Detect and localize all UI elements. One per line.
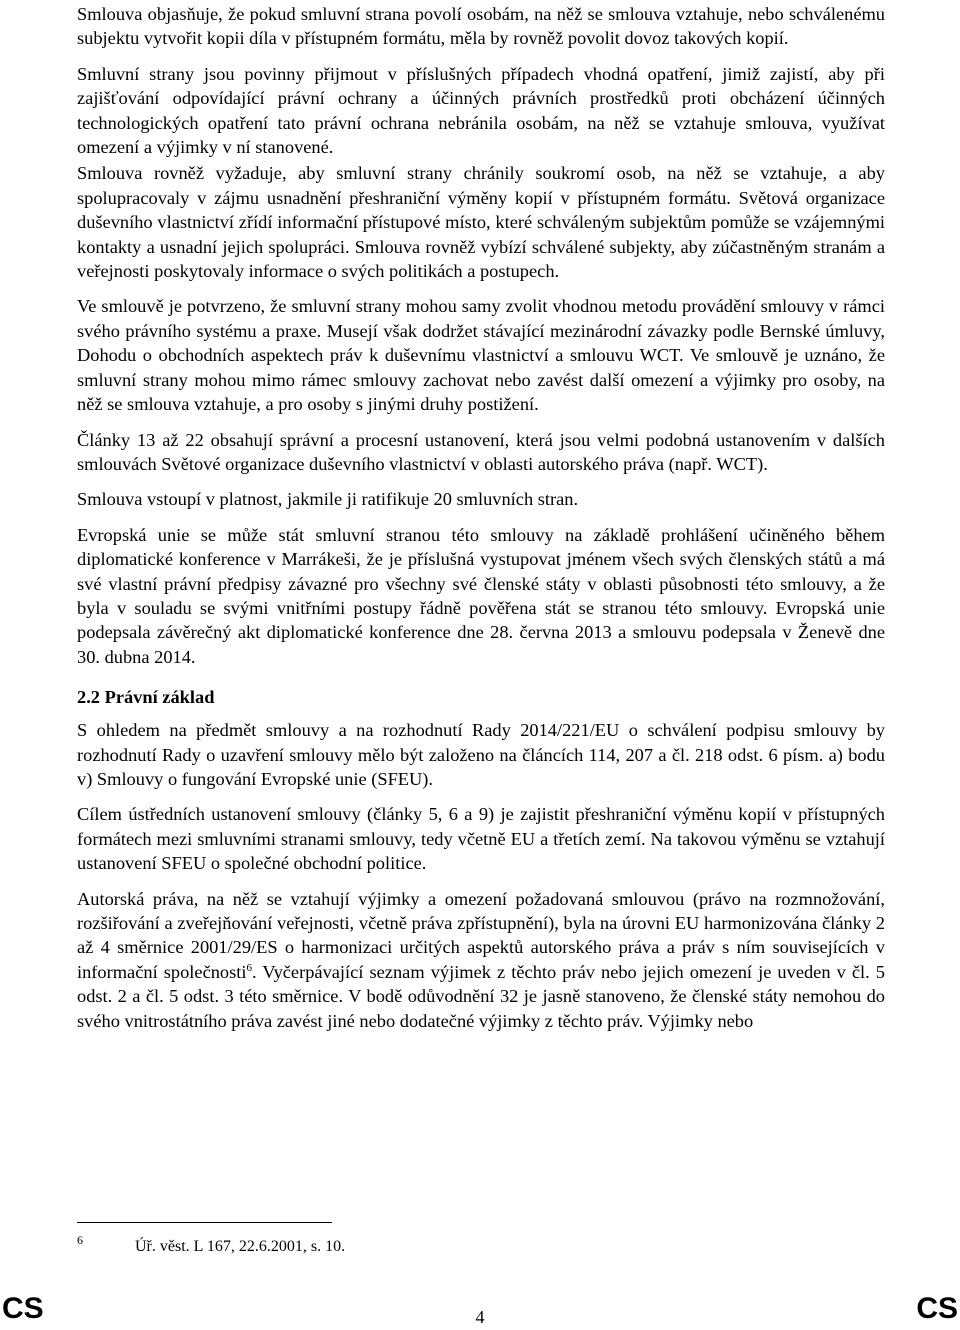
document-body (77, 2, 885, 1044)
page-number: 4 (475, 1307, 485, 1327)
paragraph-legal-basis: S ohledem na předmět smlouvy a na rozhodnutí Rady 2014/221/EU o schválení podpisu smlouvy by rozhodnutí Rady o uzavření smlouvy mělo být založeno na článcích 114, 207 a čl. 218 odst. 6 písm. a) bodu v) Smlouvy o fungování Evropské unie (SFEU). (77, 720, 885, 789)
paragraph-administrative-provisions: Články 13 až 22 obsahují správní a procesní ustanovení, která jsou velmi podobná ustanovením v dalších smlouvách Světové organizace duševního vlastnictví v oblasti autorského práva (např. WCT). (77, 429, 885, 474)
paragraph-eu-party: Evropská unie se může stát smluvní stranou této smlouvy na základě prohlášení učiněného během diplomatické konference v Marrákeši, že je příslušná vystupovat jménem všech svých členských států a má své vlastní právní předpisy závazné pro všechny své členské státy v oblasti působnosti této smlouvy, a že byla v souladu se svými vnitřními postupy řádně pověřena stát se stranou této smlouvy. Evropská unie podepsala závěrečný akt diplomatické konference dne 28. června 2013 a smlouvu podepsala v Ženevě dne 30. dubna 2014. (77, 524, 885, 667)
paragraph-entry-into-force: Smlouva vstoupí v platnost, jakmile ji ratifikuje 20 smluvních stran. (77, 489, 579, 510)
paragraph-implementation: Ve smlouvě je potvrzeno, že smluvní strany mohou samy zvolit vhodnou metodu provádění smlouvy v rámci svého právního systému a praxe. Musejí však dodržet stávající mezinárodní závazky podle Bernské úmluvy, Dohodu o obchodních aspektech práv k duševnímu vlastnictví a smlouvu WCT. Ve smlouvě je uznáno, že smluvní strany mohou mimo rámec smlouvy zachovat nebo zavést další omezení a výjimky pro osoby, na něž se smlouva vztahuje, a pro osoby s jinými druhy postižení. (77, 296, 885, 415)
paragraph-accessible-copies-import: Smlouva objasňuje, že pokud smluvní strana povolí osobám, na něž se smlouva vztahuje, nebo schválenému subjektu vytvořit kopii díla v přístupném formátu, měla by rovněž povolit dovoz takových kopií. (77, 4, 885, 49)
paragraph-privacy-cooperation: Smlouva rovněž vyžaduje, aby smluvní strany chránily soukromí osob, na něž se vztahuje, a aby spolupracovaly v zájmu usnadnění přeshraniční výměny kopií v přístupném formátu. Světová organizace duševního vlastnictví zřídí informační přístupové místo, které schváleným subjektům pomůže se vzájemnými kontakty a usnadní jejich spolupráci. Smlouva rovněž vybízí schválené subjekty, aby zúčastněným stranám a veřejnosti poskytovaly informace o svých politikách a postupech. (77, 163, 885, 282)
section-heading-legal-basis: 2.2 Právní základ (77, 687, 215, 708)
paragraph-copyright-harmonisation (77, 887, 885, 1033)
language-code-right: CS (916, 1292, 958, 1325)
paragraph-text-before-ref: Autorská práva, na něž se vztahují výjimky a omezení požadovaná smlouvou (právo na rozmnožování, rozšiřování a zveřejňování veřejnosti, včetně práva zpřístupnění), byla na úrovni EU harmonizována články 2 až 4 směrnice 2001/29/ES o harmonizaci určitých aspektů autorského práva a práv s ním souvisejících v informační společnosti (77, 888, 885, 982)
footnote-reference[interactable]: 6 (246, 961, 252, 974)
language-code-left: CS (2, 1292, 44, 1325)
paragraph-text-after-ref: . Vyčerpávající seznam výjimek z těchto práv nebo jejich omezení je uveden v čl. 5 odst. 2 a čl. 5 odst. 3 této směrnice. V bodě odůvodnění 32 je jasně stanoveno, že členské státy nemohou do svého vnitrostátního práva zavést jiné nebo dodatečné výjimky z těchto práv. Výjimky nebo (77, 961, 885, 1031)
footnote-divider (77, 1222, 332, 1223)
paragraph-technological-measures: Smluvní strany jsou povinny přijmout v příslušných případech vhodná opatření, jimiž zajistí, aby při zajišťování odpovídající právní ochrany a účinných právních prostředků proti obcházení účinných technologických opatření tato právní ochrana nebránila osobám, na něž se vztahuje smlouva, využívat omezení a výjimky v ní stanovené. (77, 63, 885, 158)
paragraph-central-provisions: Cílem ústředních ustanovení smlouvy (články 5, 6 a 9) je zajistit přeshraniční výměnu kopií v přístupných formátech mezi smluvními stranami smlouvy, tedy včetně EU a třetích zemí. Na takovou výměnu se vztahují ustanovení SFEU o společné obchodní politice. (77, 804, 885, 874)
footnote-number: 6 (77, 1233, 83, 1247)
footnote-text: Úř. věst. L 167, 22.6.2001, s. 10. (135, 1238, 346, 1255)
